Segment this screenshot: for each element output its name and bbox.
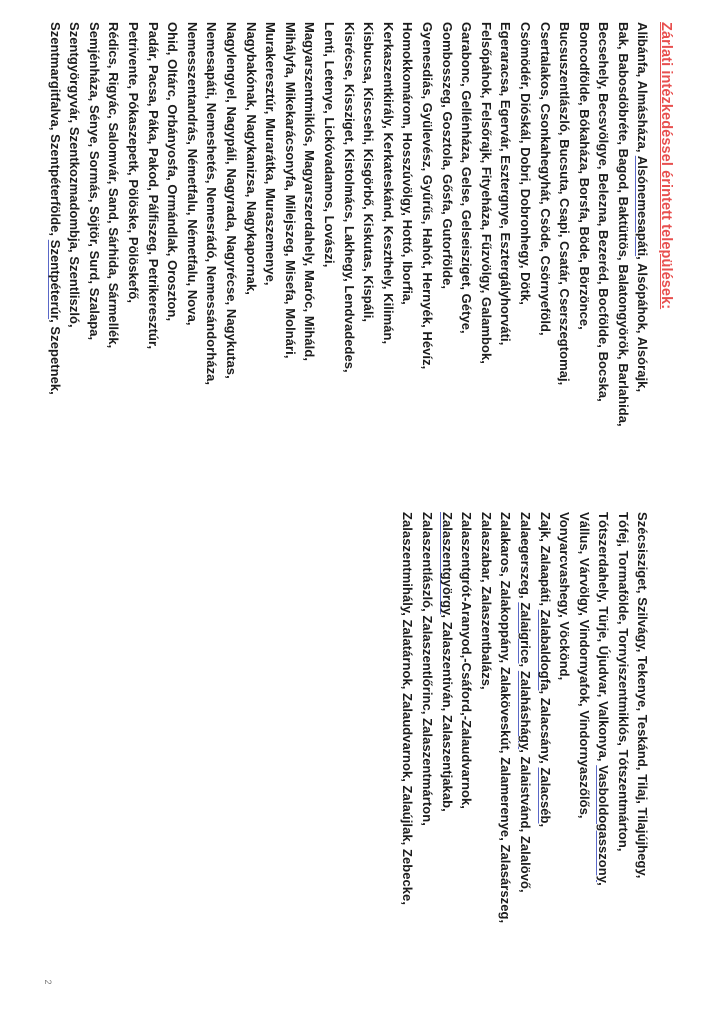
settlement-line <box>457 512 477 923</box>
settlement-text: , Zalaszentiván, Zalaszentjakab, <box>439 614 455 812</box>
document-heading: Zárlati intézkedéssel érintett települések: <box>658 22 674 310</box>
settlement-text: Kerkaszentkirály, Kerkateskánd, Keszthely, Kilimán, <box>380 22 396 345</box>
settlement-line <box>339 22 359 427</box>
settlement-line <box>104 22 124 427</box>
settlement-text: Garabonc, Gellénháza, Gelse, Gelseisziget, Gétye, <box>459 22 475 334</box>
settlement-text: Egeraracsa, Egervár, Esztergnye, Esztergályhorváti, <box>498 22 514 346</box>
settlement-line <box>496 22 516 427</box>
settlement-text: Kisbucsa, Kiscsehi, Kisgörbő, Kiskutas, Kispáli, <box>361 22 377 323</box>
settlement-text: Nagybakónak, Nagykanizsa, Nagykapornak, <box>243 22 259 295</box>
settlement-line <box>319 22 339 427</box>
settlement-line <box>84 22 104 427</box>
settlement-text: Becsehely, Becsvölgye, Belezna, Bezeréd, Bocfölde, Bocska, <box>596 22 612 402</box>
settlement-text: Mihályfa, Mikekarácsonyfa, Milejszeg, Misefa, Molnári, <box>282 22 298 359</box>
settlement-text: , Zalacsány, <box>537 690 553 768</box>
underlined-settlement: Zalaszentgyörgy <box>439 512 455 615</box>
underlined-settlement: Zalacséb <box>537 767 553 824</box>
settlement-text: Zalaszentlászló, Zalaszentlőrinc, Zalaszentmárton, <box>419 512 435 826</box>
settlement-line <box>574 22 594 427</box>
settlement-line <box>417 22 437 427</box>
settlement-text: Szécsisziget, Szilvágy, Tekenye, Teskánd, Tilaj, Tilajújhegy, <box>635 512 651 879</box>
settlement-line <box>202 22 222 427</box>
settlement-text: Lenti, Letenye, Lickóvadamos, Lovászi, <box>322 22 337 268</box>
settlement-text: , Alsópáhok, Alsórajk, <box>635 256 651 393</box>
settlement-text: Zalaszabar, Zalaszentbalázs, <box>478 512 494 690</box>
settlement-text: Gombosszeg, Gosztola, Gősfa, Gutorfölde, <box>439 22 455 290</box>
underlined-settlement: Zalaigrice <box>517 602 533 664</box>
settlement-line <box>261 22 281 427</box>
settlement-text: Alibánfa, Almásháza, <box>635 22 651 156</box>
settlement-line <box>378 22 398 427</box>
settlement-line <box>555 22 575 427</box>
settlement-line <box>300 22 320 427</box>
settlement-line <box>594 512 614 923</box>
settlement-text: Szentmargitfalva, Szentpéterfölde, <box>47 22 63 240</box>
settlement-line <box>476 22 496 427</box>
settlement-line <box>437 512 457 923</box>
settlement-line <box>45 22 65 427</box>
settlement-text: Nagylengyel, Nagypáli, Nagyrada, Nagyrécse, Nagykutas, <box>224 22 240 379</box>
settlement-text: Boncodfölde, Bókaháza, Borsfa, Böde, Börzönce, <box>576 22 592 330</box>
settlement-line <box>574 512 594 923</box>
settlement-line <box>143 22 163 427</box>
settlement-text: Gyenesdiás, Gyülevész, Gyűrűs, Hahót, Hernyék, Hévíz, <box>419 22 435 370</box>
settlement-line <box>515 22 535 427</box>
settlement-text: Murakeresztúr, Murarátka, Muraszemenye, <box>263 22 279 286</box>
underlined-settlement: Vasboldogasszony <box>596 765 612 883</box>
settlement-line <box>515 512 535 923</box>
settlement-text: Bak, Babosdöbréte, Bagod, Baktüttös, Balatongyörök, Barlahida, <box>615 22 631 427</box>
settlement-text: Semjénháza, Sénye, Sormás, Söjtör, Surd, Szalapa, <box>86 22 102 341</box>
settlement-text: Tófej, Tormafölde, Tornyiszentmiklós, Tótszentmárton, <box>615 512 631 852</box>
settlement-text: Zalaszentgrót-Aranyod,-Csáford,-Zalaudvarnok, <box>459 512 475 809</box>
underlined-settlement: Zalabaldogfa <box>537 609 553 691</box>
settlement-text: Nemesszentandrás, Németfalu, Németfalu, Nova, <box>184 22 200 326</box>
settlement-text: Szentgyörgyvár, Szentkozmadombja, Szentliszló, <box>67 22 83 328</box>
settlement-line <box>633 512 653 923</box>
settlement-text: , Zalaistvánd, Zalalövő, <box>517 749 533 893</box>
settlement-text: Felsőpáhok, Felsőrajk, Fityeháza, Fűzvölgy, Galambok, <box>478 22 494 364</box>
settlement-line <box>417 512 437 923</box>
settlement-text: Nemesapáti, Nemeshetés, Nemesrádó, Nemessándorháza, <box>204 22 220 386</box>
settlement-text: Vonyarcvashegy, Vöckönd, <box>557 512 573 681</box>
underlined-settlement: Szentpéterúr <box>47 239 63 320</box>
settlement-text: Petrivente, Pókaszepetk, Pölöske, Pölöskefő, <box>126 22 142 304</box>
settlement-line <box>398 512 418 923</box>
settlement-line <box>613 512 633 923</box>
settlement-text: Vállus, Várvölgy, Vindornyafok, Vindornyaszőlős, <box>576 512 592 819</box>
settlement-line <box>496 512 516 923</box>
settlement-text: Zajk, Zalaapáti, <box>537 512 553 610</box>
underlined-settlement: Alsónemesapáti <box>635 155 651 257</box>
settlement-list-right <box>398 512 653 923</box>
settlement-line <box>123 22 143 427</box>
settlement-text: , <box>517 663 533 671</box>
settlement-line <box>221 22 241 427</box>
rotated-content <box>47 22 674 1002</box>
settlement-text: Magyarszentmiklós, Magyarszerdahely, Maróc, Miháld, <box>302 22 318 361</box>
settlement-text: Zalakaros, Zalakoppány, Zalaköveskút, Zalamerenye, Zalasárszeg, <box>498 512 514 924</box>
settlement-line <box>535 22 555 427</box>
settlement-text: Padár, Pacsa, Páka, Pakod, Pálfiszeg, Petrikeresztúr, <box>145 22 161 350</box>
settlement-line <box>65 22 85 427</box>
settlement-line <box>613 22 633 427</box>
settlement-line <box>457 22 477 427</box>
underlined-settlement: Zalaháshágy <box>517 670 533 750</box>
settlement-text: , <box>537 823 553 828</box>
settlement-line <box>280 22 300 427</box>
settlement-line <box>437 22 457 427</box>
settlement-text: Rédics, Rigyác, Salomvár, Sand, Sárhida, Sármellék, <box>106 22 122 349</box>
settlement-line <box>182 22 202 427</box>
settlement-text: Bucsuszentlászló, Bucsuta, Csapi, Csatár, Cserszegtomaj, <box>557 22 573 386</box>
settlement-line <box>476 512 496 923</box>
settlement-text: Zalaegerszeg, <box>517 512 533 603</box>
settlement-line <box>359 22 379 427</box>
settlement-text: , <box>596 882 612 886</box>
settlement-text: Csömödér, Dióskál, Dobri, Dobronhegy, Dötk, <box>517 22 533 305</box>
settlement-line <box>555 512 575 923</box>
settlement-line <box>594 22 614 427</box>
page-number: 2 <box>43 979 53 985</box>
settlement-line <box>633 22 653 427</box>
settlement-list-left <box>45 22 652 427</box>
settlement-line <box>535 512 555 923</box>
settlement-text: , Szepetnek, <box>47 319 63 395</box>
settlement-text: Zalaszentmihály, Zalatárnok, Zalaudvarnok, Zalaújlak, Zebecke, <box>400 512 416 906</box>
settlement-text: Csertalakos, Csonkahegyhát, Csöde, Csörnyeföld, <box>537 22 553 336</box>
settlement-text: Ohid, Oltárc, Orbányosfa, Ormándlak, Oroszton, <box>165 22 181 322</box>
settlement-text: Kisrécse, Kissziget, Kistolmács, Lakhegy, Lendvadedes, <box>341 22 357 373</box>
settlement-line <box>398 22 418 427</box>
settlement-line <box>241 22 261 427</box>
settlement-line <box>163 22 183 427</box>
settlement-text: Tótszerdahely, Türje, Újudvar, Valkonya, <box>596 512 612 766</box>
settlement-text: Homokkomárom, Hosszúvölgy, Hottó, Iborfia, <box>400 22 416 305</box>
